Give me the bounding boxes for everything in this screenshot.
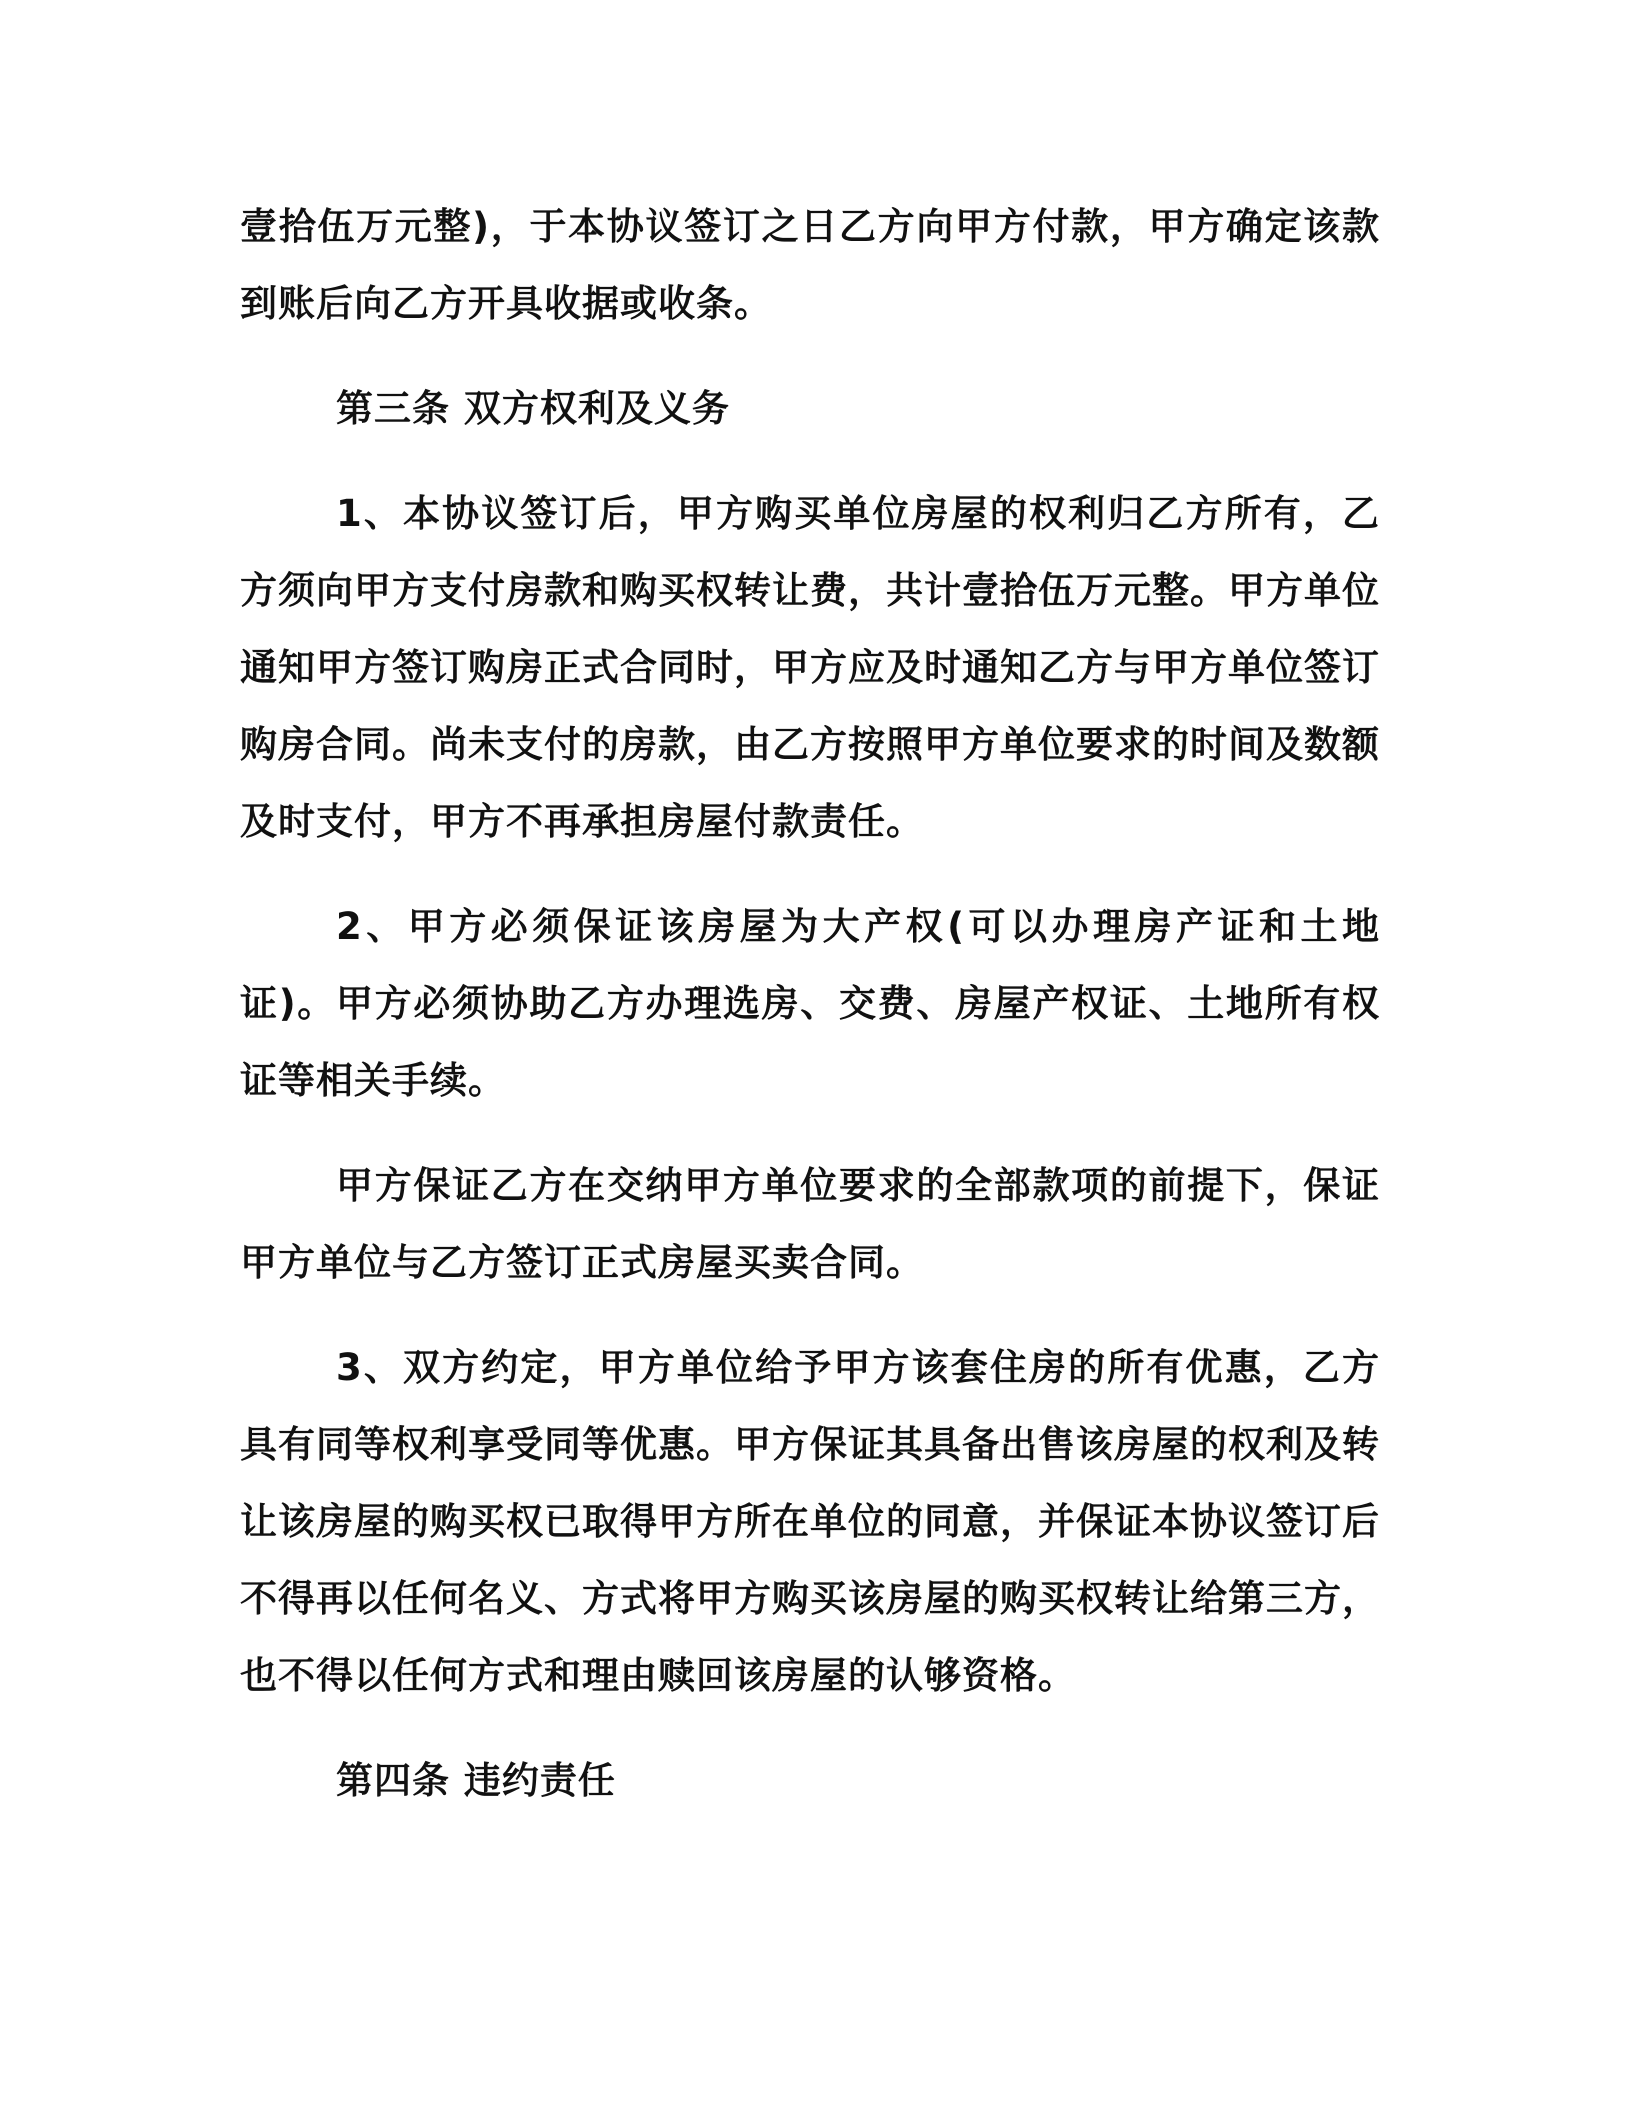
section-heading-article-3: 第三条 双方权利及义务 xyxy=(336,387,730,430)
paragraph-payment-terms: 壹拾伍万元整)，于本协议签订之日乙方向甲方付款，甲方确定该款到账后向乙方开具收据或收条。 xyxy=(240,205,1380,325)
paragraph-clause-2-guarantee: 甲方保证乙方在交纳甲方单位要求的全部款项的前提下，保证甲方单位与乙方签订正式房屋买卖合同。 xyxy=(240,1164,1380,1284)
paragraph-clause-3: 3、双方约定，甲方单位给予甲方该套住房的所有优惠，乙方具有同等权利享受同等优惠。甲方保证其具备出售该房屋的权利及转让该房屋的购买权已取得甲方所在单位的同意，并保证本协议签订后不得再以任何名义、方式将甲方购买该房屋的购买权转让给第三方，也不得以任何方式和理由赎回该房屋的认够资格。 xyxy=(240,1346,1380,1697)
paragraph-clause-1: 1、本协议签订后，甲方购买单位房屋的权利归乙方所有，乙方须向甲方支付房款和购买权转让费，共计壹拾伍万元整。甲方单位通知甲方签订购房正式合同时，甲方应及时通知乙方与甲方单位签订购房合同。尚未支付的房款，由乙方按照甲方单位要求的时间及数额及时支付，甲方不再承担房屋付款责任。 xyxy=(240,492,1380,843)
section-heading-article-4: 第四条 违约责任 xyxy=(336,1759,616,1802)
paragraph-clause-2: 2、甲方必须保证该房屋为大产权(可以办理房产证和土地证)。甲方必须协助乙方办理选房、交费、房屋产权证、土地所有权证等相关手续。 xyxy=(240,905,1380,1102)
document-body xyxy=(240,188,1380,1819)
